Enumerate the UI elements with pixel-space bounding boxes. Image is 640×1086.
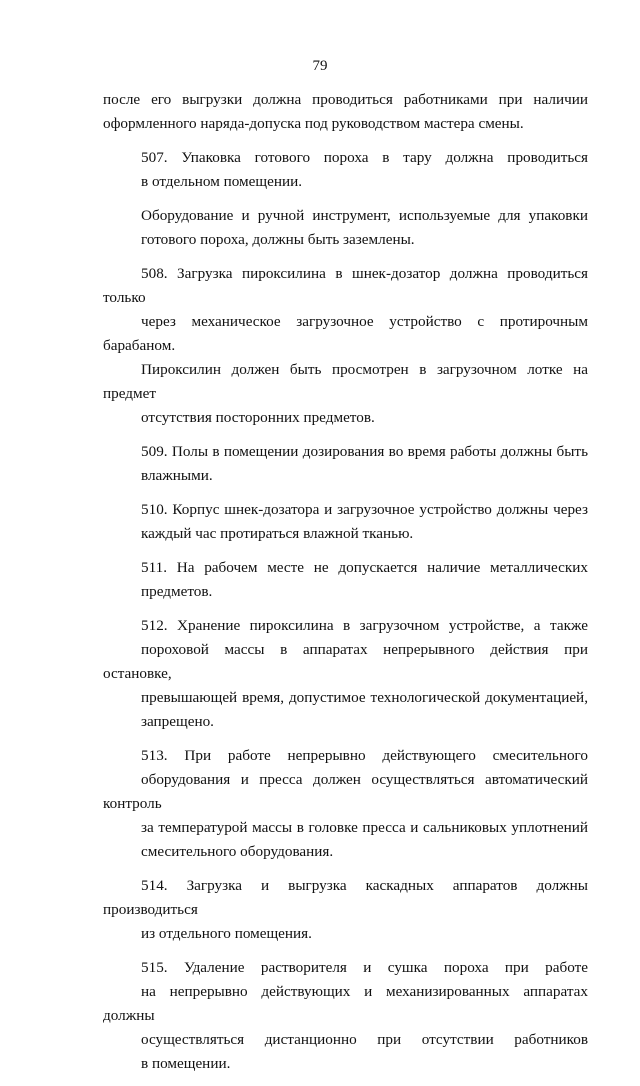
paragraph [103,614,588,734]
text-line: 512. Хранение пироксилина в загрузочном устройстве, а также [141,617,588,634]
text-line: 515. Удаление растворителя и сушка пороха при работе [141,959,588,976]
text-line: каждый час протираться влажной тканью. [141,525,414,542]
text-line: после его выгрузки должна проводиться работниками при наличии [103,91,588,108]
paragraph [103,744,588,864]
text-line: запрещено. [141,713,214,730]
paragraph [103,262,588,430]
text-line: пороховой массы в аппаратах непрерывного действия при остановке, [103,641,588,682]
text-line: Пироксилин должен быть просмотрен в загрузочном лотке на предмет [103,361,588,402]
document-body [103,88,588,1086]
paragraph [103,874,588,946]
text-line: влажными. [141,467,213,484]
text-line: готового пороха, должны быть заземлены. [141,231,415,248]
paragraph [103,88,588,136]
paragraph [103,146,588,194]
text-line: в помещении. [141,1055,231,1072]
text-line: смесительного оборудования. [141,843,334,860]
text-line: осуществляться дистанционно при отсутствии работников [141,1031,588,1048]
text-line: за температурой массы в головке пресса и сальниковых уплотнений [141,819,588,836]
text-line: в отдельном помещении. [141,173,303,190]
paragraph [103,956,588,1076]
paragraph [103,498,588,546]
text-line: из отдельного помещения. [141,925,312,942]
text-line: 510. Корпус шнек-дозатора и загрузочное устройство должны через [141,501,588,518]
paragraph [103,440,588,488]
text-line: отсутствия посторонних предметов. [141,409,375,426]
text-line: Оборудование и ручной инструмент, используемые для упаковки [141,207,588,224]
text-line: 509. Полы в помещении дозирования во время работы должны быть [141,443,588,460]
text-line: оборудования и пресса должен осуществляться автоматический контроль [103,771,588,812]
text-line: предметов. [141,583,213,600]
text-line: 511. На рабочем месте не допускается наличие металлических [141,559,588,576]
text-line: 508. Загрузка пироксилина в шнек-дозатор должна проводиться только [103,265,588,306]
text-line: 514. Загрузка и выгрузка каскадных аппаратов должны производиться [103,877,588,918]
paragraph [103,556,588,604]
text-line: через механическое загрузочное устройство с протирочным барабаном. [103,313,588,354]
text-line: превышающей время, допустимое технологической документацией, [141,689,588,706]
paragraph [103,204,588,252]
text-line: на непрерывно действующих и механизированных аппаратах должны [103,983,588,1024]
text-line: оформленного наряда-допуска под руководством мастера смены. [103,115,524,132]
page-number: 79 [312,58,328,74]
text-line: 513. При работе непрерывно действующего смесительного [141,747,588,764]
text-line: 507. Упаковка готового пороха в тару должна проводиться [141,149,588,166]
